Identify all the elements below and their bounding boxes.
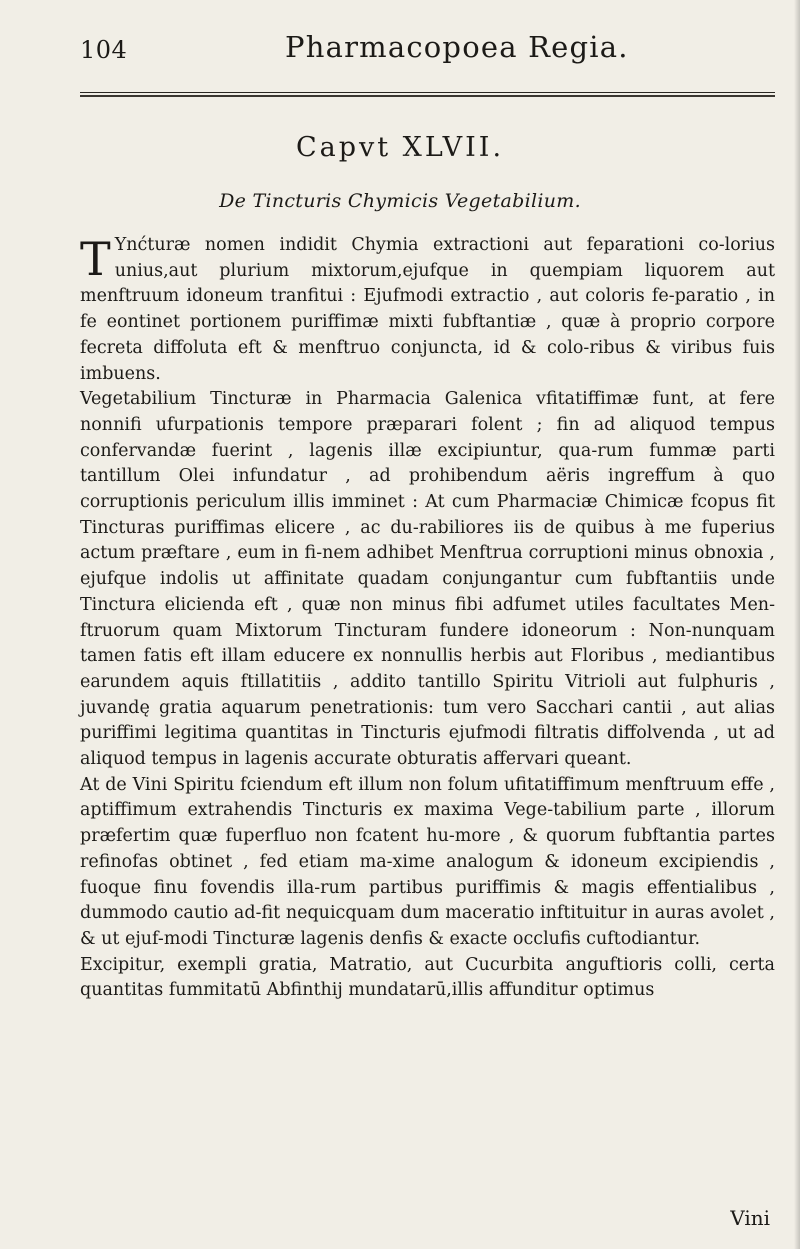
header-rule-thin [80, 92, 775, 93]
chapter-title: Capvt XLVII. [295, 132, 505, 163]
page-edge-shadow [794, 0, 800, 1249]
chapter-subtitle: De Tincturis Chymicis Vegetabilium. [219, 190, 581, 212]
body-text [80, 233, 775, 1004]
paragraph-1-text: Ynćturæ nomen indidit Chymia extractioni aut feparationi co-lorius unius,aut plurium mixtorum,ejufque in quempiam liquorem aut menftruum idoneum tranfitui : Ejufmodi extractio , aut coloris fe-paratio , in fe eontinet portionem puriffimæ mixti fubftantiæ , quæ à proprio corpore fecreta diffoluta eft & menftruo conjuncta, id & colo-ribus & viribus fuis imbuens. [80, 235, 775, 384]
drop-cap: T [80, 232, 111, 286]
paragraph-3: At de Vini Spiritu fciendum eft illum non folum ufitatiffimum menftruum effe , aptiffimum extrahendis Tincturis ex maxima Vege-tabilium parte , illorum præfertim quæ fuperfluo non fcatent hu-more , & quorum fubftantia partes refinofas obtinet , fed etiam ma-xime analogum & idoneum excipiendis , fuoque finu fovendis illa-rum partibus puriffimis & magis effentialibus , dummodo cautio ad-fit nequicquam dum maceratio inftituitur in auras avolet , & ut ejuf-modi Tincturæ lagenis denfis & exacte occlufis cuftodiantur. [80, 774, 775, 949]
paragraph-4: Excipitur, exempli gratia, Matratio, aut Cucurbita anguftioris colli, certa quantitas fummitatū Abfinthij mundatarū,illis affunditur optimus [80, 954, 775, 1001]
running-head: Pharmacopoea Regia. [285, 30, 629, 64]
header-rule-thick [80, 95, 775, 97]
paragraph-2: Vegetabilium Tincturæ in Pharmacia Galenica vfitatiffimæ funt, at fere nonnifi ufurpationis tempore præparari folent ; fin ad aliquod tempus confervandæ fuerint , lagenis illæ excipiuntur, qua-rum fummæ parti tantillum Olei infundatur , ad prohibendum aëris ingreffum à quo corruptionis periculum illis imminet : At cum Pharmaciæ Chimicæ fcopus fit Tincturas puriffimas elicere , ac du-rabiliores iis de quibus à me fuperius actum præftare , eum in fi-nem adhibet Menftrua corruptioni minus obnoxia , ejufque indolis ut affinitate quadam conjungantur cum fubftantiis unde Tinctura elicienda eft , quæ non minus fibi adfumet utiles facultates Men-ftruorum quam Mixtorum Tincturam fundere idoneorum : Non-nunquam tamen fatis eft illam educere ex nonnullis herbis aut Floribus , mediantibus earundem aquis ftillatitiis , addito tantillo Spiritu Vitrioli aut fulphuris , juvandę gratia aquarum penetrationis: tum vero Sacchari cantii , aut alias puriffimi legitima quantitas in Tincturis ejufmodi filtratis diffolvenda , ut ad aliquod tempus in lagenis accurate obturatis affervari queant. [80, 389, 775, 770]
catchword: Vini [730, 1206, 770, 1230]
page-number: 104 [80, 36, 128, 64]
paragraph-1 [80, 233, 775, 387]
